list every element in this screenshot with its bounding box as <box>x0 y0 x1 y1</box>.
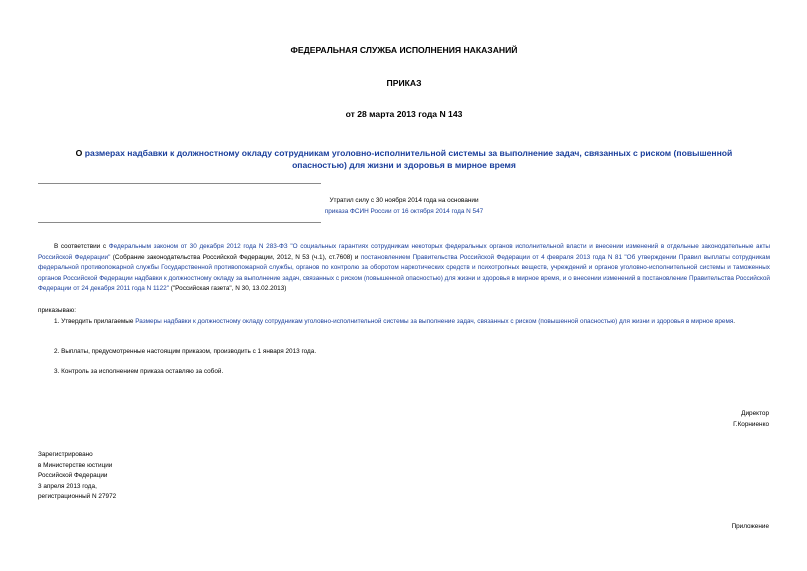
signature-block <box>733 409 769 430</box>
repeal-note <box>38 195 770 217</box>
preamble-paragraph <box>38 242 770 295</box>
registration-line-2: в Министерстве юстиции <box>38 461 113 469</box>
order-item-1-end: . <box>733 318 736 325</box>
preamble-text-2: (Собрание законодательства Российской Федерации, 2012, N 53 (ч.1), ст.7608) и <box>110 253 361 261</box>
order-title-prefix: О <box>75 148 85 158</box>
federal-law-link[interactable]: Федеральным законом от 30 декабря 2012 года N 283-ФЗ "О социальных гарантиях сотрудникам некоторых федеральных органов исполнительной власти и внесении изменений в отдельные законодательные акты Российской Федерации" <box>38 243 770 261</box>
order-item-1 <box>38 317 770 328</box>
registration-line-4: 3 апреля 2013 года, <box>38 482 97 490</box>
doc-type-heading: ПРИКАЗ <box>386 78 422 88</box>
appendix-label: Приложение <box>731 523 769 530</box>
registration-line-5: регистрационный N 27972 <box>38 493 117 500</box>
registration-block <box>38 450 238 503</box>
order-title-link[interactable] <box>85 148 733 170</box>
order-word: приказываю: <box>38 307 76 314</box>
government-resolution-link[interactable]: постановлением Правительства Российской Федерации от 4 февраля 2013 года N 81 "Об утверждении Правил выплаты сотрудникам федеральной противопожарной службы Государственной противопожарной службы, органов по контролю за оборотом наркотических средств и психотропных веществ, учреждений и органов уголовно-исполнительной системы и таможенных органов Российской Федерации надбавки к должностному окладу за выполнение задач, связанных с риском (повышенной опасностью) для жизни и здоровья в мирное время, и о внесении изменений в постановление Правительства Российской Федерации от 24 декабря 2011 года N 1122" <box>38 253 770 292</box>
separator-bottom <box>38 222 321 223</box>
signature-name: Г.Корниенко <box>733 420 769 428</box>
registration-line-1: Зарегистрировано <box>38 451 93 458</box>
order-date-number: от 28 марта 2013 года N 143 <box>345 109 463 119</box>
preamble-text-3: ("Российская газета", N 30, 13.02.2013) <box>168 285 287 292</box>
allowance-sizes-link[interactable]: Размеры надбавки к должностному окладу сотрудникам уголовно-исполнительной системы за выполнение задач, связанных с риском (повышенной опасностью) для жизни и здоровья в мирное время <box>135 318 734 325</box>
order-item-1-text: 1. Утвердить прилагаемые <box>54 318 136 325</box>
order-item-3: 3. Контроль за исполнением приказа оставляю за собой. <box>54 368 224 375</box>
agency-heading: ФЕДЕРАЛЬНАЯ СЛУЖБА ИСПОЛНЕНИЯ НАКАЗАНИЙ <box>290 45 518 55</box>
registration-line-3: Российской Федерации <box>38 472 108 479</box>
order-title-link-line2: опасностью) для жизни и здоровья в мирное время <box>292 160 516 170</box>
order-title-link-line1: размерах надбавки к должностному окладу сотрудникам уголовно-исполнительной системы за выполнение задач, связанных с риском (повышенной <box>84 148 733 158</box>
repeal-note-text: Утратил силу с 30 ноября 2014 года на основании <box>329 197 479 204</box>
signature-position: Директор <box>741 410 769 417</box>
separator-top <box>38 183 321 184</box>
repeal-note-link[interactable]: приказа ФСИН России от 16 октября 2014 года N 547 <box>324 208 484 215</box>
order-title <box>38 147 770 171</box>
preamble-text-1: В соответствии с <box>54 243 109 250</box>
order-item-2: 2. Выплаты, предусмотренные настоящим приказом, производить с 1 января 2013 года. <box>54 348 317 355</box>
